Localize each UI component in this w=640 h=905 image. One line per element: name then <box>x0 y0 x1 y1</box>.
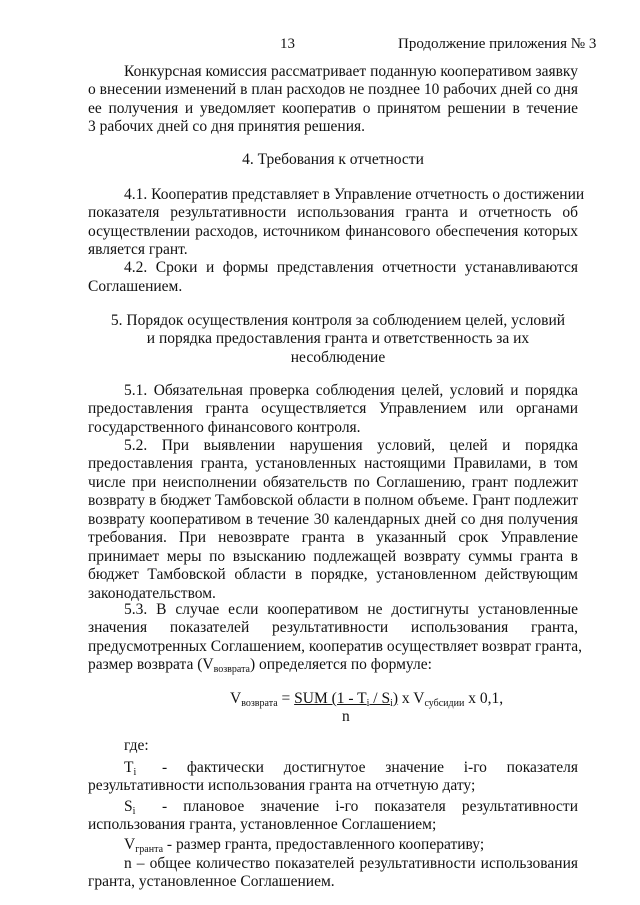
section-4-title: 4. Требования к отчетности <box>242 151 424 168</box>
p52-line: возврату в бюджет Тамбовской области в полном объеме. Грант подлежит <box>88 492 578 509</box>
p42-line: Соглашением. <box>88 278 183 295</box>
formula-equals: = <box>281 690 291 707</box>
vg-text: - размер гранта, предоставленного кооперативу; <box>163 836 485 853</box>
intro-line: Конкурсная комиссия рассматривает поданную кооперативом заявку <box>124 63 578 80</box>
p41-line: является грант. <box>88 241 188 258</box>
formula-lhs-sub: возврата <box>241 698 278 709</box>
p52-line: числе при неисполнении обязательств по Соглашению, грант подлежит <box>88 474 578 491</box>
section-5-title-line: 5. Порядок осуществления контроля за соблюдением целей, условий <box>110 312 566 329</box>
p52-line: требования. При невозврате гранта в указанный срок Управление <box>88 529 578 546</box>
p53-line: предусмотренных Соглашением, кооператив осуществляет возврат гранта, <box>88 638 583 655</box>
ti-line: результативности использования гранта на отчетную дату; <box>88 777 476 794</box>
formula-denominator: n <box>342 708 350 725</box>
p41-line: показателя результативности использования гранта и отчетность об <box>88 204 578 221</box>
where-label: где: <box>124 737 149 754</box>
formula-num-close: ) <box>392 690 399 707</box>
p51-line: предоставления гранта осуществляется Управлением или органами <box>88 400 578 417</box>
p52-line: законодательством. <box>88 585 216 602</box>
p53-last-prefix: размер возврата (V <box>88 656 214 673</box>
p53-last-suffix: ) определяется по формуле: <box>250 656 432 673</box>
p53-line: 5.3. В случае если кооперативом не достигнуты установленные <box>124 601 578 618</box>
section-5-title-line: несоблюдение <box>290 349 386 366</box>
ti-line: - фактически достигнутое значение i-го показателя <box>162 759 578 776</box>
p53-last-subscript: возврата <box>213 664 250 675</box>
appendix-continuation: Продолжение приложения № 3 <box>398 36 597 52</box>
formula <box>230 690 503 709</box>
formula-num-sub-i: i <box>366 698 370 709</box>
ti-sub: i <box>133 767 137 778</box>
formula-times-coef: x 0,1, <box>464 690 504 707</box>
formula-lhs: V <box>230 690 242 707</box>
si-line: использования гранта, установленное Соглашением; <box>88 816 437 833</box>
formula-v-sub: субсидии <box>424 698 465 709</box>
p52-line: принимает меры по взысканию подлежащей возврату суммы гранта в <box>88 548 578 565</box>
p52-line: бюджет Тамбовской области в порядке, установленном действующим <box>88 566 578 583</box>
p51-line: государственного финансового контроля. <box>88 419 361 436</box>
p53-line: значения показателей результативности использования гранта, <box>88 619 578 636</box>
formula-numerator <box>294 690 398 707</box>
formula-num-mid: / S <box>369 690 391 707</box>
p52-line: возврату кооперативом в течение 30 календарных дней со дня получения <box>88 511 578 528</box>
vg-letter: V <box>124 836 136 853</box>
formula-num-sum: SUM (1 - T <box>294 690 367 707</box>
p52-line: 5.2. При выявлении нарушения условий, целей и порядка <box>124 437 578 454</box>
p53-line <box>88 655 432 679</box>
formula-num-sub-i2: i <box>390 698 393 709</box>
vg-sub: гранта <box>135 844 164 855</box>
si-line: - плановое значение i-го показателя результативности <box>162 798 578 815</box>
si-sub: i <box>132 806 136 817</box>
intro-line: 3 рабочих дней со дня принятия решения. <box>88 118 366 135</box>
section-5-title-line: и порядка предоставления гранта и ответственность за их <box>146 330 530 347</box>
p51-line: 5.1. Обязательная проверка соблюдения целей, условий и порядка <box>124 382 578 399</box>
p41-line: 4.1. Кооператив представляет в Управление отчетность о достижении <box>124 186 585 203</box>
n-line: n – общее количество показателей результативности использования <box>124 855 578 872</box>
page-number: 13 <box>280 36 295 52</box>
intro-line: о внесении изменений в план расходов не позднее 10 рабочих дней со дня <box>88 81 578 98</box>
p41-line: осуществлении расходов, источником финансового обеспечения которых <box>88 223 578 240</box>
p42-line: 4.2. Сроки и формы представления отчетности устанавливаются <box>124 259 578 276</box>
p52-line: предоставления гранта, установленных настоящими Правилами, в том <box>88 455 578 472</box>
n-line: гранта, установленное Соглашением. <box>88 873 335 890</box>
si-letter: S <box>124 798 133 815</box>
formula-times-v: x V <box>398 690 425 707</box>
ti-letter: T <box>124 759 134 776</box>
intro-line: ее получения и уведомляет кооператив о принятом решении в течение <box>88 100 578 117</box>
